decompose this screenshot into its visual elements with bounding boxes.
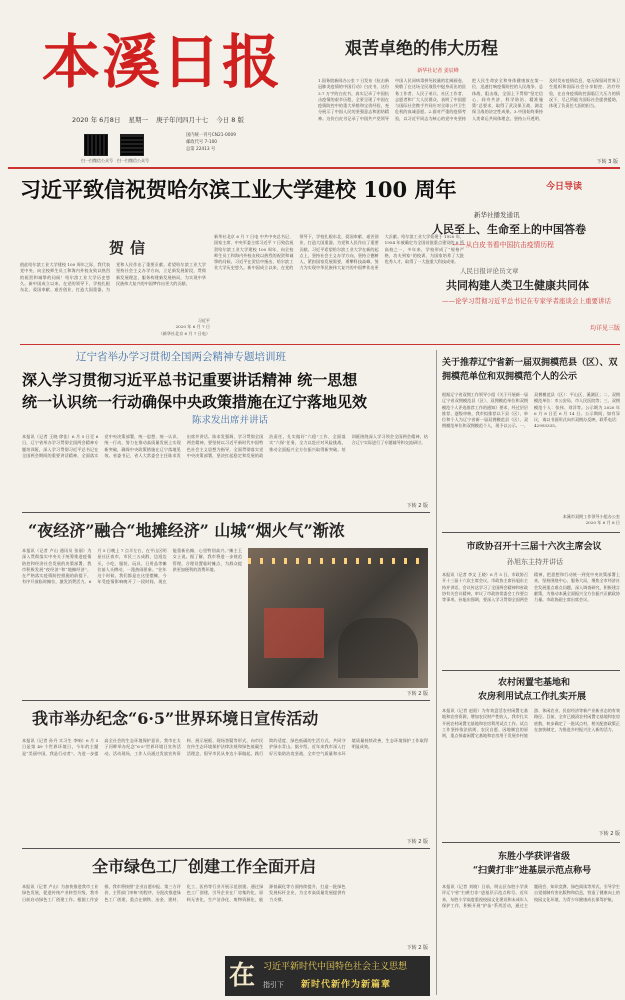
qr-code-2: [120, 134, 144, 156]
cppcc-sub: 孙旭东主持并讲话: [507, 558, 563, 566]
recommend-title: 关于推荐辽宁省新一届双拥模范县（区）、双拥模范单位和双拥模范个人的公示: [442, 358, 618, 382]
masthead-title: 本溪日报: [42, 28, 282, 96]
slogan-prefix: 指引下: [263, 981, 284, 989]
training-title-2: 统一认识统一行动确保中央政策措施在辽宁落地见效: [22, 393, 368, 411]
recommend-sign: [520, 514, 620, 528]
school-title-1: 东胜小学获评省级: [497, 852, 570, 862]
letter-body: 值此哈尔滨工业大学建校 100 周年之际，我代表党中央，向全校师生员工和海内外校友致以热烈的祝贺和诚挚的问候！哈尔滨工业大学历史悠久。新中国成立以来，在党的领导下，学校扎根东北、爱国奉献、艰苦创业、打造大国重器，为党和人民作出了重要贡献。希望哈尔滨工业大学坚持社会主义办学方向，立足新发展阶段，贯彻新发展理念，服务构建新发展格局，为实现中华民族伟大复兴的中国梦作出更大的贡献。: [20, 262, 206, 293]
letter-signature: 习近平: [197, 318, 210, 323]
issue-number: 总第 22413 号: [186, 147, 216, 152]
letter-title: 贺信: [108, 239, 151, 257]
letter-sign-block: [140, 318, 210, 338]
column-divider: [436, 350, 437, 995]
night-economy-body: 本报讯（记者 卢山 通讯员 张丽）为深入贯彻落实中央关于统筹推进疫情防控和经济社会发展的决策部署，我市积极发展“夜经济”和“地摊经济”，在严格落实疫情防控措施的前提下，有序开放临时摊位，激发消费活力。6 月 5 日晚上 7 点半左右，在平山区明星社区夜市，市民三五成群，边逛边买，小吃、服装、玩具、日用品等摊位前人头攒动，一派热闹景象。“往年这个时候，我们都是在这里摆摊，今年受疫情影响晚开了一段时间，现在能重新出摊，心里特别高兴。”摊主王女士说。据了解，我市将进一步规范管理，合理设置临时摊点，为群众提供更加便利的消费环境。: [22, 548, 242, 585]
cppcc-body: 本报讯（记者 李文 王晓）6 月 5 日，市政协召开十三届十六次主席会议。市政协主席孙旭东主持并讲话。会议传达学习了全国两会精神和省政协有关会议精神，审议了市政协常委会工作要点等事项。孙旭东强调，要深入学习贯彻全国两会精神，把思想和行动统一到党中央决策部署上来，坚持围绕中心、服务大局，聚焦全市经济社会发展重点难点问题，深入调查研究，积极建言献策，为推动本溪全面振兴全方位振兴贡献政协力量。市政协副主席出席会议。: [442, 572, 620, 603]
night-market-photo: [248, 548, 428, 688]
training-body: 本报讯（记者 王晓 徐佳）6 月 5 日至 6 日，辽宁省举办学习贯彻全国两会精神专题培训班，深入学习贯彻习近平总书记在全国两会期间的重要讲话精神，全面落实党中央决策部署，统一思想、统一认识、统一行动，努力在推动高质量发展上实现新突破，确保中央政策措施在辽宁落地见效。省委书记、省人大常委会主任陈求发出席并讲话。陈求发强调，学习贯彻全国两会精神，要坚持以习近平新时代中国特色社会主义思想为指导，全面贯彻落实党中央决策部署，坚决扛起稳定和发展的政治责任，扎实做好“六稳”工作、全面落实“六保”任务，全力以赴应对风险挑战，推动全面振兴全方位振兴取得新突破。培训班围绕深入学习领会全国两会精神，结合辽宁实际进行了专题辅导和交流研讨。: [22, 434, 428, 458]
school-body: 本报讯（记者 刘晓）日前，明山区东胜小学获评辽宁省“扫黄打非”进基层示范点称号。近年来，东胜小学高度重视校园文化建设和未成年人保护工作，积极开展“护苗”系列活动，通过主题班会、知识竞赛、绿色阅读等形式，引导学生自觉抵制有害出版物和信息，营造了健康向上的校园文化环境，为青少年健康成长保驾护航。: [442, 884, 620, 908]
environment-rule: [22, 848, 430, 849]
guide-1-sub: ——从白皮书看中国抗击疫情历程: [452, 241, 554, 249]
slogan-banner: [225, 956, 430, 996]
top-story-byline: 新华社记者 姜辰峰: [417, 68, 459, 74]
rural-title-1: 农村闲置宅基地和: [497, 678, 570, 688]
guide-1-kicker: 新华社播发通讯: [474, 211, 520, 219]
masthead-rule: [8, 167, 620, 169]
lunar-date: 庚子年闰四月十七: [156, 116, 209, 124]
today-guide-label: 今日导读: [546, 182, 583, 192]
letter-source: （新华社北京 6 月 7 日电）: [158, 330, 210, 336]
slogan-line-1: 习近平新时代中国特色社会主义思想: [263, 962, 408, 972]
masthead-dateline: [72, 114, 302, 126]
green-factory-body: 本报讯（记者 卢山）为加快推进我市工业绿色发展，促进传统产业转型升级，我市日前启动绿色工厂创建工作。根据工作安排，我市将按照“企业自愿申报、第三方评价、主管部门审核”的程序，分批次推进绿色工厂创建，重点在钢铁、冶金、建材、化工、医药等行业开展示范创建。通过绿色工厂创建，引导企业在厂房集约化、原料无害化、生产洁净化、废物资源化、能源低碳化等方面持续提升，打造一批绿色发展标杆企业，为全市高质量发展提供有力支撑。: [22, 884, 346, 902]
environment-continued: 下转 2 版: [406, 839, 428, 845]
masthead-registry: [186, 132, 276, 162]
night-rule: [22, 700, 430, 701]
environment-title: 我市举办纪念“6·5”世界环境日宣传活动: [32, 709, 319, 728]
page-count: 今日 8 版: [216, 116, 244, 124]
cn-number: 国内统一刊号CN21-0009: [186, 133, 236, 138]
lead-story-title: 习近平致信祝贺哈尔滨工业大学建校 100 周年: [20, 177, 457, 202]
slogan-big-char: 在: [229, 961, 256, 991]
training-sub: 陈求发出席并讲话: [191, 415, 268, 426]
training-kicker: 辽宁省举办学习贯彻全国两会精神专题培训班: [76, 351, 286, 363]
letter-date: 2020 年 6 月 7 日: [175, 324, 210, 330]
top-story-title: 艰苦卓绝的伟大历程: [345, 39, 498, 59]
rural-title-2: 农房利用试点工作扎实开展: [477, 692, 586, 702]
training-rule: [22, 512, 430, 513]
weekday: 星期一: [128, 116, 149, 124]
postal-code: 邮政代号 7-100: [186, 140, 218, 145]
rural-continued: 下转 2 版: [598, 831, 620, 837]
photo-stall: [264, 608, 324, 658]
recommend-body: 根据辽宁省双拥工作领导小组《关于开展新一届辽宁省双拥模范县（区）、双拥模范单位和双拥模范个人评选推荐工作的通知》要求，经过层层推荐、逐级审核，我市拟推荐以下县（区）、单位和个人为辽宁省新一届双拥模范县（区）、双拥模范单位和双拥模范个人，现予以公示。一、双拥模范县（区）：平山区、溪湖区；二、双拥模范单位：市公安局、市人民医院等；三、双拥模范个人：张伟、刘洋等。公示期为 2020 年 6 月 8 日至 6 月 14 日。公示期间，如有异议，请以书面形式向市双拥办反映，联系电话：42993335。: [442, 392, 620, 429]
qr-code-1: [84, 134, 108, 156]
guide-2-kicker: 人民日报评论员文章: [460, 267, 519, 275]
slogan-line-2: 新时代新作为新篇章: [301, 980, 392, 990]
guide-1-title: 人民至上、生命至上的中国答卷: [432, 223, 586, 236]
green-factory-continued: 下转 2 版: [406, 945, 428, 951]
cppcc-title: 市政协召开十三届十六次主席会议: [466, 542, 602, 552]
night-economy-continued: 下转 2 版: [406, 691, 428, 697]
qr-caption-2: 扫一扫微信公众号: [117, 158, 149, 163]
training-continued: 下转 2 版: [406, 503, 428, 509]
training-title-1: 深入学习贯彻习近平总书记重要讲话精神 统一思想: [22, 371, 358, 389]
recommend-date: 2020 年 6 月 8 日: [585, 520, 620, 526]
lead-rule: [20, 344, 620, 345]
guide-continued: 均详见三版: [589, 325, 620, 332]
cppcc-rule: [442, 670, 620, 671]
top-story-body: 1.国务院新闻办公室 7 日发布《抗击新冠肺炎疫情的中国行动》白皮书，这份 3.7 万字的白皮书，真实记录了中国抗击疫情的艰辛历程，全景呈现了中国在疫情防控中的重大举措和宝贵经验，充分展示了中国人民的坚强意志和团结精神。这份白皮书记录了中国共产党领导中国人民同病毒拼死较量的壮阔画卷，致敬了在这场全民战役中挺身而出的医务工作者、人民子弟兵、社区工作者、志愿者和广大人民群众，表明了中国愿与国际社会携手共同应对全球公共卫生危机的真诚意愿。2.面对严重的疫情考验，以习近平同志为核心的党中央坚持把人民生命安全和身体健康放在第一位，迅速打响疫情防控的人民战争、总体战、阻击战，全国上下贯彻“坚定信心、同舟共济、科学防治、精准施策”总要求，取得了武汉保卫战、湖北保卫战的决定性成果。3.中国始终秉持人类命运共同体理念，坚持公开透明、及时发布疫情信息，毫无保留同世界卫生组织和国际社会分享防控、治疗经验，在自身疫情防控面临巨大压力的情况下，尽己所能为国际社会提供援助，体现了负责任大国的担当。: [318, 78, 620, 121]
guide-2-title: 共同构建人类卫生健康共同体: [446, 279, 589, 292]
guide-2-sub: ——论学习贯彻习近平总书记在专家学者座谈会上重要讲话: [442, 297, 611, 305]
environment-body: 本报讯（记者 孙丹 实习生 李响）6 月 5 日是第 49 个世界环境日，今年的主题是“美丽中国，我是行动者”。为进一步提高全社会的生态环境保护意识，我市在太子河畔举办纪念“6·5”世界环境日宣传活动。活动现场，工作人员通过发放宣传资料、展示展板、现场答疑等形式，向市民宣传生态环境保护法律法规和绿色低碳生活理念，倡导市民从身边小事做起，践行简约适度、绿色低碳的生活方式，共同守护绿水青山。据介绍，近年来我市深入打好污染防治攻坚战，全市空气质量和水环境质量持续改善，生态环境保护工作取得明显成效。: [22, 738, 428, 756]
issue-date: 2020 年 6月8日: [72, 116, 121, 124]
masthead: [0, 0, 625, 165]
lead-story-body: 新华社北京 6 月 7 日电 中共中央总书记、国家主席、中央军委主席习近平 7 日致信祝贺哈尔滨工业大学建校 100 周年，向全校师生员工和海内外校友致以热烈的祝贺和诚挚的问候。习近平在贺信中指出，哈尔滨工业大学历史悠久。新中国成立以来，在党的领导下，学校扎根东北、爱国奉献、艰苦创业，打造大国重器，为党和人民作出了重要贡献。习近平希望哈尔滨工业大学在新的起点上，坚持社会主义办学方向，坚持立德树人，紧扣国家发展需要，勇攀科技高峰，努力为实现中华民族伟大复兴的中国梦作出更大贡献。哈尔滨工业大学始建于 1920 年，1954 年被确定为全国首批重点建设的 6 所高校之一，多年来，学校形成了“规格严格，功夫到家”的校训，为国家培养了大批优秀人才，取得了一大批重大科技成果。: [214, 234, 464, 271]
green-factory-title: 全市绿色工厂创建工作全面开启: [92, 857, 317, 876]
qr-caption-1: 扫一扫微信公众号: [81, 158, 113, 163]
photo-light-string: [248, 558, 428, 564]
school-title-2: “扫黄打非”进基层示范点称号: [472, 866, 592, 876]
recommend-org: 本溪市双拥工作领导小组办公室: [562, 514, 620, 519]
night-economy-title: “夜经济”融合“地摊经济” 山城“烟火气”渐浓: [28, 521, 345, 540]
rural-body: 本报讯（记者 赵阳）为有效盘活农村闲置宅基地和农房资源，增加农民财产性收入，我市扎实开展农村闲置宅基地和农房利用试点工作。试点工作坚持依法依规、农民自愿、因地制宜的原则，重点探索闲置宅基地和农房用于发展乡村旅游、休闲农业、民宿经济等新产业新业态的有效路径。目前，全市已摸清农村闲置宅基地和农房底数，初步确定了一批试点村，相关配套政策正在加快制定，为推进乡村振兴注入新的活力。: [442, 708, 620, 739]
top-story-continued: 下转 3 版: [596, 159, 618, 165]
rural-rule: [442, 842, 620, 843]
recommend-rule: [442, 532, 620, 533]
photo-crowd: [338, 618, 418, 678]
